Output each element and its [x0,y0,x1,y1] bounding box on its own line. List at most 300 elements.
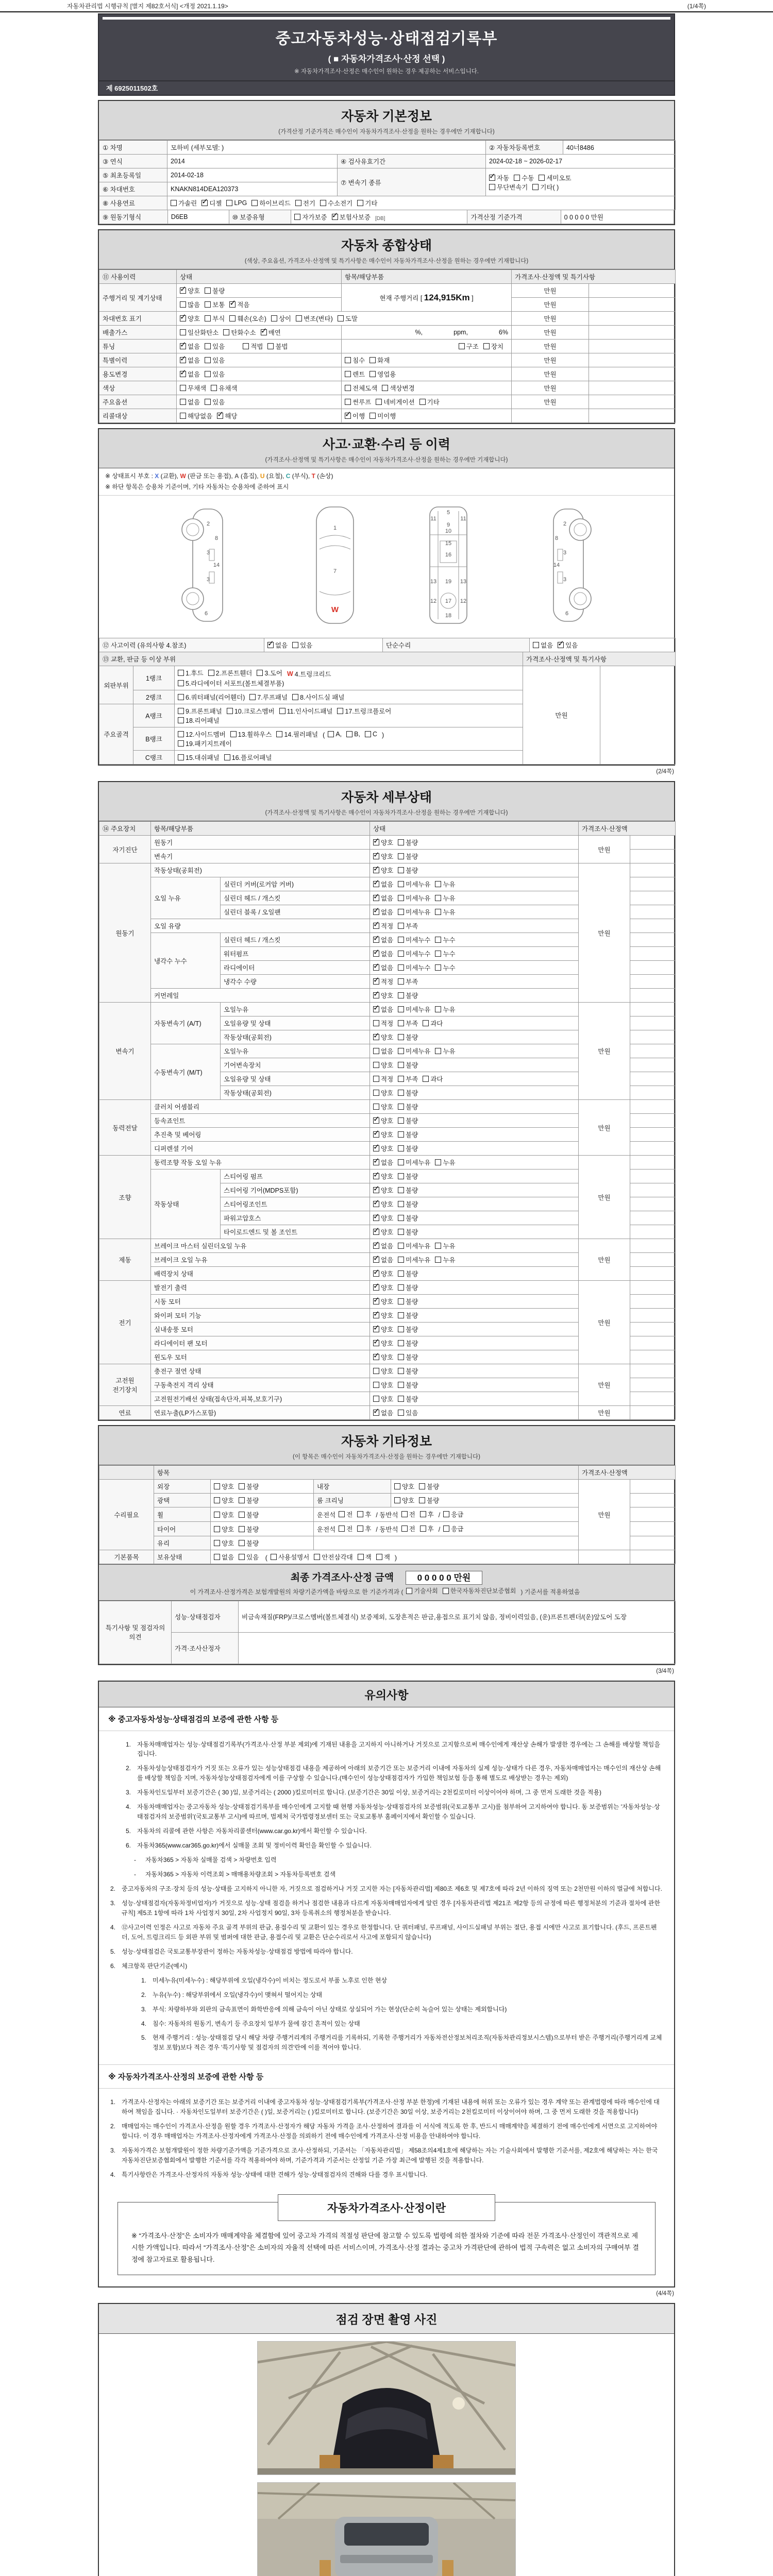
checkbox[interactable] [398,1006,404,1012]
table-row [99,395,676,409]
checkbox[interactable] [296,315,302,321]
checkbox-checked[interactable] [373,964,379,971]
column-header: 항목/해당부품 [342,270,512,284]
checkbox[interactable] [223,329,229,335]
checkbox[interactable] [401,1511,408,1517]
checkbox[interactable] [345,357,351,363]
checkbox[interactable] [292,642,298,648]
checkbox-checked[interactable] [180,315,186,321]
checkbox[interactable] [239,1497,245,1503]
field-label: ⑥ 차대번호 [99,182,167,196]
table-row [99,836,676,850]
checkbox[interactable] [369,413,376,419]
checkbox[interactable] [205,357,211,363]
checkbox[interactable] [211,385,217,391]
checkbox[interactable] [398,1340,404,1346]
checkbox[interactable] [398,1104,404,1110]
checkbox[interactable] [373,1104,379,1110]
checkbox[interactable] [398,1215,404,1221]
checkbox[interactable] [239,1512,245,1518]
column-header: 항목 [154,1466,579,1480]
checkbox-option: ✓ 양호 [373,1032,393,1042]
checkbox-checked[interactable] [373,853,379,859]
checkbox[interactable] [239,1483,245,1489]
checkbox[interactable] [420,1511,426,1517]
item-label: 실린더 커버(로커암 커버) [221,877,370,891]
checkbox[interactable] [376,1554,382,1560]
state-options [530,638,676,652]
checkbox-checked[interactable] [373,1410,379,1416]
checkbox-checked[interactable] [558,642,564,648]
checkbox[interactable] [314,1554,320,1560]
checkbox[interactable] [328,731,334,737]
checkbox[interactable] [398,923,404,929]
checkbox[interactable] [346,731,352,737]
checkbox[interactable] [398,1270,404,1277]
state-options [370,1114,579,1128]
checkbox[interactable] [214,1554,220,1560]
checkbox[interactable] [398,867,404,873]
inspector-opinion-table [99,1601,676,1664]
checkbox-checked[interactable] [373,1173,379,1179]
checkbox[interactable] [294,214,300,220]
checkbox[interactable] [295,200,301,206]
checkbox[interactable] [227,708,233,714]
checkbox[interactable] [398,951,404,957]
checkbox[interactable] [239,1526,245,1532]
checkbox[interactable] [180,385,186,391]
checkbox[interactable] [398,1090,404,1096]
checkbox[interactable] [398,1145,404,1151]
section-accident-history [98,428,675,766]
checkbox-checked[interactable] [180,371,186,377]
item-label: 스티어링 기어(MDPS포함) [221,1183,370,1197]
checkbox[interactable] [398,1062,404,1068]
infobox-title: 자동차가격조사·산정이란 [278,2194,495,2221]
checkbox[interactable] [539,175,545,181]
column-header: 상태 [370,822,579,836]
checkbox[interactable] [178,717,184,723]
checkbox[interactable] [398,1076,404,1082]
checkbox[interactable] [373,1048,379,1054]
checkbox[interactable] [205,287,211,294]
checkbox[interactable] [214,1540,220,1546]
checkbox-checked[interactable] [373,1243,379,1249]
checkbox[interactable] [459,343,465,349]
panel-number: 11 [430,516,436,522]
checkbox-checked[interactable] [217,413,223,419]
checkbox[interactable] [373,1076,379,1082]
checkbox-checked[interactable] [229,301,236,308]
checkbox[interactable] [398,1159,404,1165]
checkbox-option: 불량 [419,1496,439,1505]
checkbox-checked[interactable] [332,214,338,220]
checkbox-checked[interactable] [373,1006,379,1012]
checkbox-option: 양호 [373,1060,393,1070]
checkbox-option: 색상변경 [382,383,414,393]
checkbox-checked[interactable] [373,1145,379,1151]
checkbox[interactable] [358,1554,364,1560]
checkbox[interactable] [320,200,326,206]
checkbox[interactable] [398,1410,404,1416]
section-detail-title: 자동차 세부상태 [341,790,432,805]
checkbox[interactable] [373,1090,379,1096]
checkbox[interactable] [398,1187,404,1193]
checkbox-option: 수소전기 [320,198,352,208]
checkbox[interactable] [398,1048,404,1054]
checkbox-checked[interactable] [373,1201,379,1207]
checkbox[interactable] [251,200,258,206]
checkbox[interactable] [532,184,539,190]
checkbox[interactable] [226,200,232,206]
item-label: 클러치 어셈블리 [151,1100,370,1114]
checkbox-option: 전 [401,1510,415,1519]
checkbox-checked[interactable] [373,992,379,998]
state-options [370,1030,579,1044]
checkbox[interactable] [373,1382,379,1388]
notice-item: 3. 자동차가격은 보험개발원이 정한 차량기준가액을 기준가격으로 조사·산정하되, 기준서는 「자동차관리법」 제58조의4제1호에 해당하는 자는 기술사회에서 발행한 기준서를, 제2호에 해당하는 자는 한국자동차진단보증협회에서 발행한 기준서를 각각 적용하여야 하며, 기준가격과 기준서는 산정일 기준 가장 최근에 발행된 것을 적용합니다. [110,2147,658,2164]
checkbox-checked[interactable] [201,200,208,206]
checkbox-option: 양호 [394,1496,414,1505]
checkbox[interactable] [171,200,177,206]
checkbox[interactable] [398,1312,404,1318]
table-row [99,1364,676,1378]
checkbox[interactable] [345,399,351,405]
checkbox[interactable] [257,670,263,676]
checkbox[interactable] [435,951,441,957]
checkbox-checked[interactable] [267,642,274,648]
checkbox[interactable] [420,1526,426,1532]
checkbox[interactable] [365,731,371,737]
checkbox[interactable] [398,937,404,943]
checkbox[interactable] [178,708,184,714]
checkbox[interactable] [394,1483,400,1489]
checkbox-checked[interactable] [373,1159,379,1165]
checkbox[interactable] [398,1368,404,1374]
checkbox[interactable] [178,740,184,747]
basic-upper-table [99,140,676,210]
checkbox[interactable] [214,1497,220,1503]
checkbox-option: 사용설명서 [271,1552,309,1562]
checkbox-checked[interactable] [373,895,379,901]
checkbox[interactable] [435,909,441,915]
checkbox[interactable] [230,731,237,737]
item-label: 원동기 [151,836,370,850]
checkbox[interactable] [214,1483,220,1489]
item-label: 작동상태(공회전) [221,1030,370,1044]
checkbox[interactable] [398,881,404,887]
table-row [99,210,674,224]
checkbox[interactable] [180,329,186,335]
checkbox[interactable] [398,1229,404,1235]
checkbox-option: 영업용 [369,369,396,379]
checkbox[interactable] [398,1382,404,1388]
checkbox-checked[interactable] [261,329,267,335]
checkbox-option: ✓ 있음 [558,640,578,650]
checkbox[interactable] [435,964,441,971]
checkbox[interactable] [398,978,404,985]
checkbox-option: 안전삼각대 [314,1552,352,1562]
checkbox[interactable] [489,184,495,190]
checkbox[interactable] [180,413,186,419]
checkbox[interactable] [205,343,211,349]
state-options [211,1494,314,1507]
remarks-cell [630,1336,676,1350]
panel-items [175,666,523,690]
checkbox[interactable] [398,1131,404,1138]
checkbox[interactable] [398,1201,404,1207]
price-cell: 만원 [512,367,589,381]
checkbox[interactable] [398,1396,404,1402]
column-header: 상태 [177,270,342,284]
remarks-cell [630,1309,676,1323]
checkbox-option: 누유 [435,1241,455,1250]
checkbox[interactable] [419,1483,425,1489]
remarks-cell [589,340,676,353]
checkbox-checked[interactable] [373,1034,379,1040]
checkbox[interactable] [339,1511,345,1517]
checkbox-checked[interactable] [180,287,186,294]
checkbox-checked[interactable] [373,1284,379,1291]
checkbox[interactable] [398,1326,404,1332]
checkbox[interactable] [398,1020,404,1026]
checkbox-checked[interactable] [373,1298,379,1304]
item-label: 냉각수 수량 [221,975,370,989]
checkbox-option: 불량 [398,1116,418,1125]
inspector-role: 성능·상태점검자 [172,1601,239,1632]
checkbox-checked[interactable] [373,1270,379,1277]
checkbox-group-text: ) [394,1554,397,1562]
checkbox-checked[interactable] [373,1215,379,1221]
checkbox-checked[interactable] [373,951,379,957]
checkbox[interactable] [435,1048,441,1054]
checkbox[interactable] [205,301,211,308]
state-options [370,1267,579,1281]
checkbox[interactable] [382,385,388,391]
checkbox[interactable] [338,315,344,321]
rank-label: 1랭크 [133,666,175,690]
checkbox[interactable] [279,708,285,714]
checkbox-checked[interactable] [373,1131,379,1138]
checkbox-option: 불량 [398,1297,418,1306]
checkbox[interactable] [239,1554,245,1560]
checkbox[interactable] [373,1368,379,1374]
checkbox[interactable] [357,200,363,206]
checkbox[interactable] [339,1526,345,1532]
checkbox-checked[interactable] [373,978,379,985]
checkbox-checked[interactable] [373,1340,379,1346]
checkbox[interactable] [443,1588,449,1594]
checkbox[interactable] [443,1511,449,1517]
checkbox[interactable] [398,1034,404,1040]
checkbox[interactable] [443,1526,449,1532]
checkbox[interactable] [271,315,277,321]
position-options [314,1522,579,1536]
checkbox[interactable] [406,1588,412,1594]
checkbox-option: 구조 [459,342,479,351]
table-header-row [99,652,676,666]
checkbox[interactable] [178,670,184,676]
checkbox[interactable] [224,754,230,760]
checkbox[interactable] [423,1076,429,1082]
checkbox[interactable] [373,1062,379,1068]
checkbox-checked[interactable] [373,1326,379,1332]
checkbox-checked[interactable] [373,1257,379,1263]
checkbox[interactable] [398,1354,404,1360]
checkbox[interactable] [208,670,214,676]
checkbox[interactable] [271,1554,277,1560]
checkbox[interactable] [398,1284,404,1291]
checkbox[interactable] [267,343,274,349]
checkbox[interactable] [398,1117,404,1124]
checkbox[interactable] [435,1006,441,1012]
checkbox-checked[interactable] [180,357,186,363]
checkbox[interactable] [178,731,184,737]
checkbox-checked[interactable] [373,881,379,887]
checkbox[interactable] [533,642,539,648]
page-marker-3: (3/4쪽) [656,1668,674,1674]
checkbox[interactable] [178,754,184,760]
checkbox[interactable] [398,1173,404,1179]
checkbox-checked[interactable] [373,923,379,929]
checkbox-checked[interactable] [180,343,186,349]
checkbox-checked[interactable] [373,1117,379,1124]
checkbox[interactable] [435,937,441,943]
price-cell: 만원 [512,298,589,312]
checkbox[interactable] [398,992,404,998]
section-detail-note: (가격조사·산정액 및 특기사항은 매수인이 자동차가격조사·산정을 원하는 경우에만 기재합니다) [265,810,508,816]
checkbox[interactable] [435,881,441,887]
checkbox-checked[interactable] [373,909,379,915]
checkbox[interactable] [214,1512,220,1518]
notice-item: 1. 자동차매매업자는 성능·상태점검기록부(가격조사·산정 부분 제외)에 기재된 내용을 고지하지 아니하거나 거짓으로 고지함으로써 매수인에게 재산상 손해가 발생한 경우에는 그 손해를 배상할 책임을 집니다. [126,1740,660,1758]
checkbox[interactable] [243,343,249,349]
checkbox[interactable] [376,399,382,405]
checkbox-option: 불량 [398,852,418,861]
checkbox-checked[interactable] [489,175,495,181]
checkbox[interactable] [423,1020,429,1026]
checkbox[interactable] [178,694,184,700]
remarks-cell [630,1507,676,1522]
checkbox[interactable] [435,895,441,901]
checkbox[interactable] [398,1243,404,1249]
row-label: 특별이력 [99,353,177,367]
checkbox[interactable] [180,301,186,308]
checkbox[interactable] [292,694,298,700]
notice-list-2 [99,2089,674,2192]
checkbox-checked[interactable] [373,1312,379,1318]
checkbox[interactable] [435,1243,441,1249]
panel-number: 7 [333,568,337,574]
checkbox-option: 하이브리드 [251,198,290,208]
panel-number: 1 [333,525,337,531]
checkbox-checked[interactable] [373,1229,379,1235]
checkbox[interactable] [398,1257,404,1263]
notice-item: 1. 미세누유(미세누수) : 해당부위에 오일(냉각수)이 비치는 정도로서 부품 노후로 인한 현상 [141,1976,388,1984]
checkbox-checked[interactable] [373,937,379,943]
state-options [370,933,579,947]
checkbox[interactable] [180,399,186,405]
checkbox[interactable] [239,1540,245,1546]
checkbox-checked[interactable] [373,1354,379,1360]
checkbox[interactable] [398,895,404,901]
checkbox[interactable] [435,1159,441,1165]
checkbox[interactable] [345,385,351,391]
state-options [370,1364,579,1378]
checkbox[interactable] [214,1526,220,1532]
checkbox[interactable] [398,964,404,971]
column-header: 가격조사·산정액 및 특기사항 [512,270,676,284]
checkbox[interactable] [369,371,376,377]
checkbox-checked[interactable] [373,867,379,873]
checkbox[interactable] [398,839,404,845]
checkbox-option: 기타 [419,397,440,406]
table-row [99,168,676,182]
table-row [99,340,676,353]
checkbox[interactable] [337,708,343,714]
sub-group-label: 오일 누유 [151,877,221,919]
state-options [370,1392,579,1406]
table-row [99,638,676,652]
checkbox[interactable] [205,399,211,405]
checkbox-checked[interactable] [373,1187,379,1193]
checkbox-checked[interactable] [373,839,379,845]
checkbox[interactable] [398,1298,404,1304]
checkbox[interactable] [357,1511,363,1517]
checkbox[interactable] [514,175,520,181]
remarks-cell [630,1142,676,1156]
state-options [391,1494,579,1507]
checkbox[interactable] [205,371,211,377]
checkbox[interactable] [401,1526,408,1532]
checkbox-checked[interactable] [345,413,351,419]
panel-number: 2 [563,521,567,527]
checkbox[interactable] [419,399,426,405]
checkbox[interactable] [229,315,236,321]
checkbox[interactable] [483,343,490,349]
checkbox-option: 미세누유 [398,1241,430,1250]
table-row [99,367,676,381]
checkbox-option: 불량 [398,1269,418,1278]
checkbox-option: 불량 [398,1102,418,1111]
item-label: 오일누유 [221,1003,370,1016]
checkbox[interactable] [357,1526,363,1532]
row-label: 배출가스 [99,326,177,340]
checkbox[interactable] [419,1497,425,1503]
field-label: ① 차명 [99,141,167,155]
checkbox[interactable] [373,1396,379,1402]
checkbox[interactable] [373,1020,379,1026]
checkbox[interactable] [345,371,351,377]
checkbox[interactable] [178,680,184,686]
item-label: 파워고압호스 [221,1211,370,1225]
state-options [370,1100,579,1114]
price-cell: 만원 [579,1364,630,1406]
checkbox[interactable] [205,315,211,321]
checkbox[interactable] [398,853,404,859]
first-registration-date: 2014-02-18 [167,168,338,182]
checkbox[interactable] [435,1257,441,1263]
checkbox-option: 불량 [398,1199,418,1209]
checkbox[interactable] [398,909,404,915]
checkbox[interactable] [249,694,256,700]
state-options [370,1016,579,1030]
checkbox[interactable] [276,731,282,737]
item-label: 스티어링 펌프 [221,1170,370,1183]
checkbox[interactable] [369,357,376,363]
checkbox-option: 13.휠하우스 [230,730,272,739]
checkbox[interactable] [394,1497,400,1503]
